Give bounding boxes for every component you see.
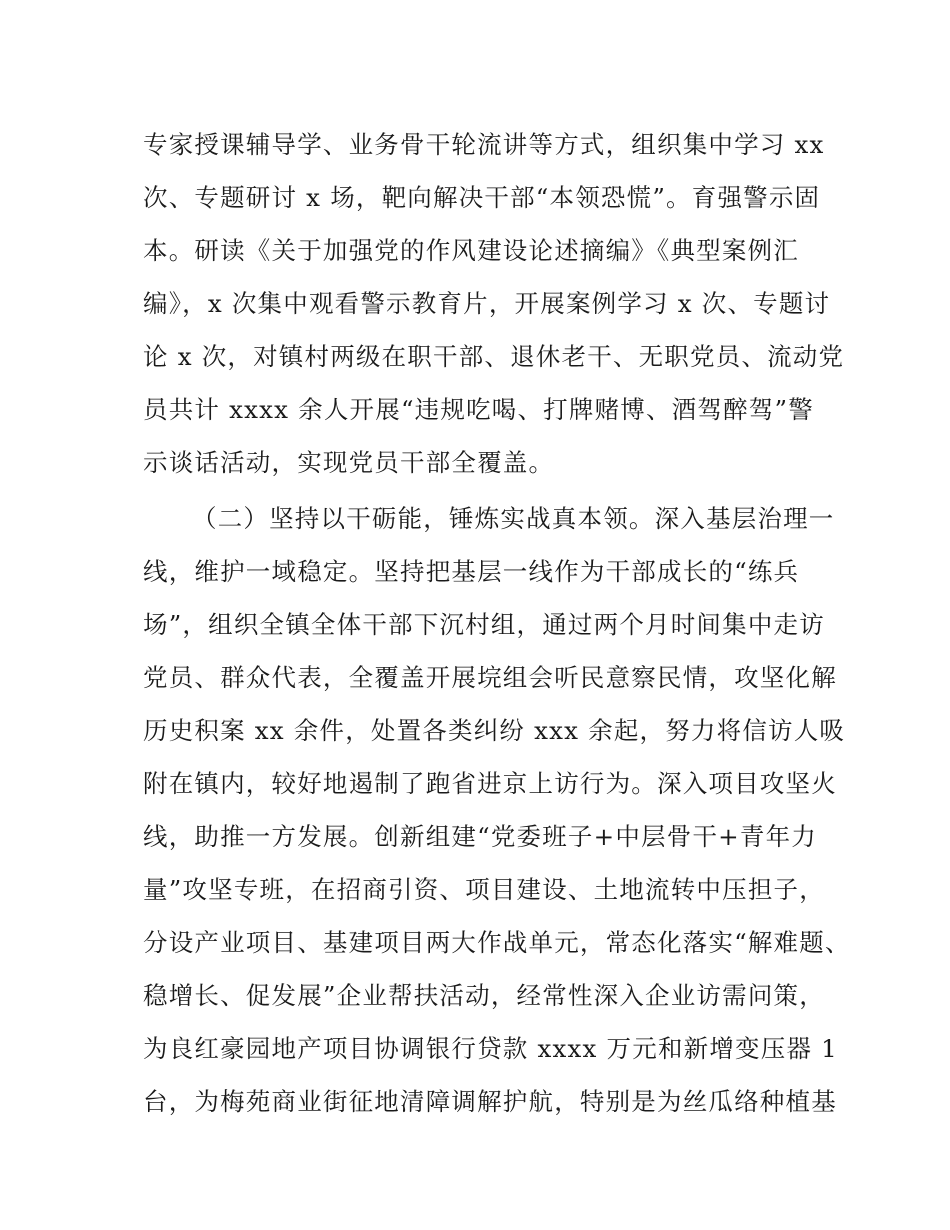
text-line: 分设产业项目、基建项目两大作战单元，常态化落实“解难题、	[143, 928, 851, 957]
text-line: 台，为梅苑商业街征地清障调解护航，特别是为丝瓜络种植基	[143, 1087, 837, 1116]
text-line: 员共计 xxxx 余人开展“违规吃喝、打牌赌博、酒驾醉驾”警	[143, 395, 814, 424]
text-line: 为良红豪园地产项目协调银行贷款 xxxx 万元和新增变压器 1	[143, 1034, 838, 1063]
text-line: 论 x 次，对镇村两级在职干部、退休老干、无职党员、流动党	[143, 342, 845, 371]
text-line: 本。研读《关于加强党的作风建设论述摘编》《典型案例汇	[143, 236, 799, 265]
text-line: （二）坚持以干砺能，锤炼实战真本领。深入基层治理一	[192, 504, 835, 533]
text-line: 示谈话活动，实现党员干部全覆盖。	[143, 448, 555, 477]
text-line: 次、专题研讨 x 场，靶向解决干部“本领恐慌”。育强警示固	[143, 183, 821, 212]
text-line: 专家授课辅导学、业务骨干轮流讲等方式，组织集中学习 xx	[143, 130, 825, 159]
text-line: 历史积案 xx 余件，处置各类纠纷 xxx 余起，努力将信访人吸	[143, 716, 846, 745]
text-line: 场”，组织全镇全体干部下沉村组，通过两个月时间集中走访	[143, 610, 825, 639]
text-line: 附在镇内，较好地遏制了跑省进京上访行为。深入项目攻坚火	[143, 769, 837, 798]
text-line: 线，助推一方发展。创新组建“党委班子+中层骨干+青年力	[143, 822, 817, 851]
text-line: 线，维护一域稳定。坚持把基层一线作为干部成长的“练兵	[143, 557, 800, 586]
text-line: 编》，x 次集中观看警示教育片，开展案例学习 x 次、专题讨	[143, 289, 831, 318]
text-line: 量”攻坚专班，在招商引资、项目建设、土地流转中压担子，	[143, 875, 825, 904]
text-line: 稳增长、促发展”企业帮扶活动，经常性深入企业访需问策，	[143, 981, 825, 1010]
text-line: 党员、群众代表，全覆盖开展垸组会听民意察民情，攻坚化解	[143, 663, 837, 692]
